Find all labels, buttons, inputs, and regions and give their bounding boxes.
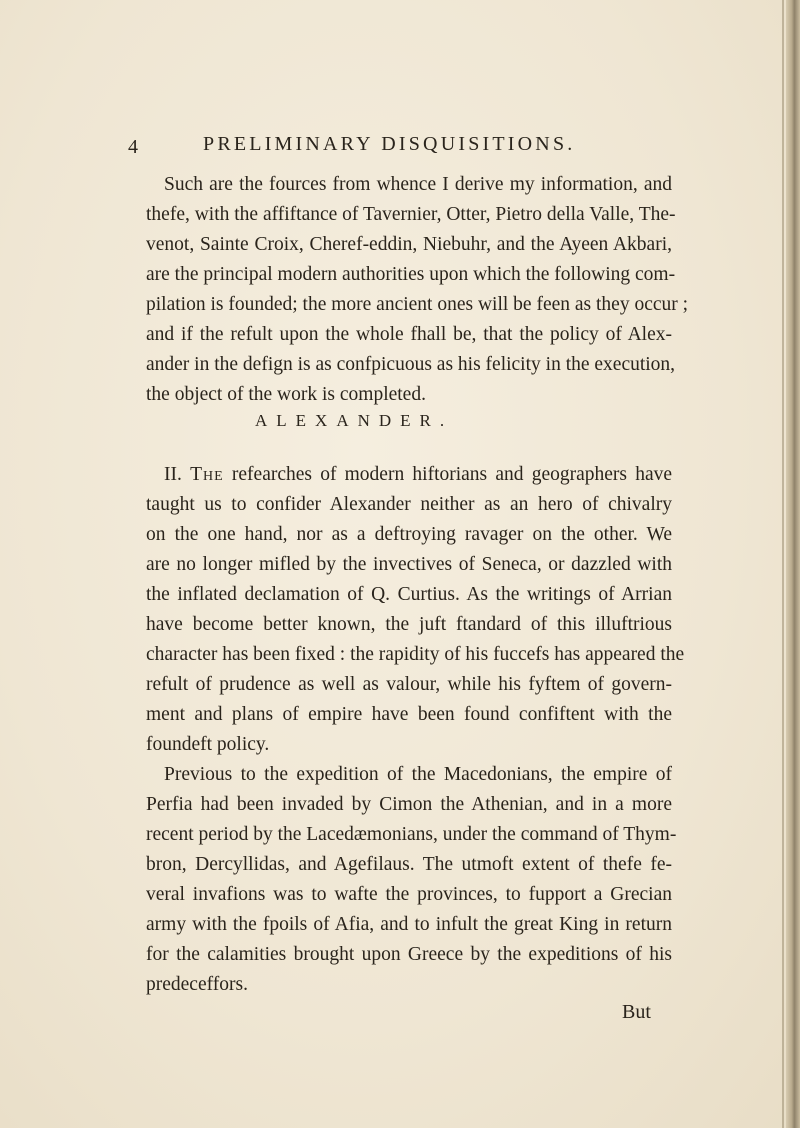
text-line: Previous to the expedition of the Macedonians, the empire of <box>164 764 672 785</box>
section-paragraph-1 <box>146 460 685 760</box>
text-line: are no longer mifled by the invectives of Seneca, or dazzled with <box>146 554 672 575</box>
text-line: the object of the work is completed. <box>146 384 426 405</box>
text-line: and if the refult upon the whole fhall be, that the policy of Alex- <box>146 324 672 345</box>
section-number: II. <box>164 464 182 485</box>
text-line: ander in the defign is as confpicuous as his felicity in the execution, <box>146 354 676 375</box>
text-line: bron, Dercyllidas, and Agefilaus. The utmoft extent of thefe fe- <box>146 854 672 875</box>
text-line: character has been fixed : the rapidity of his fuccefs has appeared the <box>146 644 685 665</box>
intro-paragraph <box>146 170 689 410</box>
page-header <box>128 133 688 163</box>
text-line: thefe, with the affiftance of Tavernier, Otter, Pietro della Valle, The- <box>146 204 676 225</box>
text-line: venot, Sainte Croix, Cheref-eddin, Niebuhr, and the Ayeen Akbari, <box>146 234 672 255</box>
running-head: PRELIMINARY DISQUISITIONS. <box>203 133 576 155</box>
text-line: have become better known, the juft ftandard of this illuftrious <box>146 614 672 635</box>
text-line: pilation is founded; the more ancient ones will be feen as they occur ; <box>146 294 689 315</box>
text-line: Perfia had been invaded by Cimon the Athenian, and in a more <box>146 794 672 815</box>
page-binding-edge <box>786 0 800 1128</box>
text-line: taught us to confider Alexander neither as an hero of chivalry <box>146 494 672 515</box>
text-line: predeceffors. <box>146 974 248 995</box>
text-line: recent period by the Lacedæmonians, under the command of Thym- <box>146 824 677 845</box>
text-line-rest: refearches of modern hiftorians and geographers have <box>231 464 673 485</box>
section-heading: ALEXANDER. <box>255 411 454 430</box>
section-first-word: The <box>190 464 224 485</box>
catchword: But <box>622 1001 651 1023</box>
text-line: army with the fpoils of Afia, and to infult the great King in return <box>146 914 672 935</box>
text-line-first <box>146 460 672 490</box>
text-line: on the one hand, nor as a deftroying ravager on the other. We <box>146 524 672 545</box>
text-line: Such are the fources from whence I derive my information, and <box>164 174 672 195</box>
text-line: for the calamities brought upon Greece by the expeditions of his <box>146 944 672 965</box>
text-line: the inflated declamation of Q. Curtius. As the writings of Arrian <box>146 584 672 605</box>
text-line: ment and plans of empire have been found confiftent with the <box>146 704 672 725</box>
section-paragraph-2 <box>146 760 677 1000</box>
text-line: foundeft policy. <box>146 734 270 755</box>
text-line: are the principal modern authorities upon which the following com- <box>146 264 676 285</box>
binding-shadow <box>782 0 784 1128</box>
text-line: refult of prudence as well as valour, while his fyftem of govern- <box>146 674 672 695</box>
text-line: veral invafions was to wafte the provinces, to fupport a Grecian <box>146 884 672 905</box>
page-number: 4 <box>128 136 138 158</box>
